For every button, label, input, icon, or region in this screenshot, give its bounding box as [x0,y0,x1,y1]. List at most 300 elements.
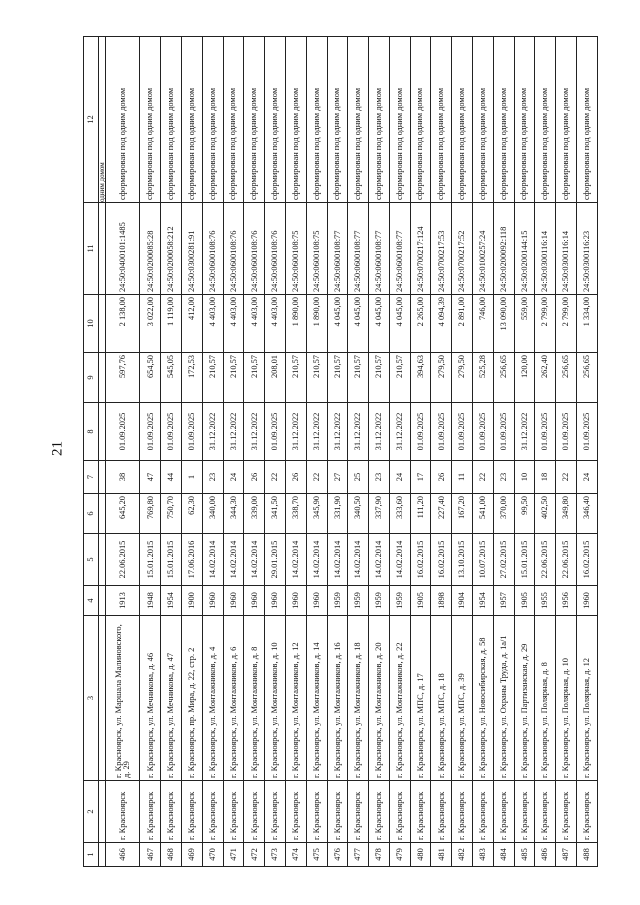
table-cell: 38 [106,461,140,494]
table-cell: сформирован под одним домом [348,37,369,203]
table-cell: г. Красноярск, ул. МПС, д. 17 [410,616,431,781]
table-cell: г. Красноярск, ул. Новосибирская, д. 58 [472,616,493,781]
column-header: 2 [84,781,99,843]
table-cell: 484 [493,843,514,867]
table-cell: 15.01.2015 [514,534,535,586]
table-cell: 402,50 [535,494,556,534]
table-cell: 1960 [202,586,223,616]
table-cell: г. Красноярск, пр. Мира, д. 22, стр. 2 [182,616,203,781]
table-row [389,37,410,867]
table-cell: сформирован под одним домом [535,37,556,203]
table-cell: 18 [535,461,556,494]
table-cell: 545,05 [161,353,182,403]
table-cell: 1 119,00 [161,295,182,353]
table-cell: 337,90 [369,494,390,534]
table-cell: 473 [265,843,286,867]
table-row [161,37,182,867]
table-cell: 1959 [389,586,410,616]
table-cell: сформирован под одним домом [223,37,244,203]
table-cell: 24:50:0600108:77 [389,203,410,295]
table-cell: 25 [348,461,369,494]
table-cell: 31.12.2022 [306,403,327,461]
table-cell: сформирован под одним домом [265,37,286,203]
table-row [535,37,556,867]
table-cell: 340,50 [348,494,369,534]
table-cell: 525,28 [472,353,493,403]
table-cell: 26 [244,461,265,494]
table-cell: 62,30 [182,494,203,534]
table-cell: 14.02.2014 [202,534,223,586]
table-cell: 645,20 [106,494,140,534]
table-cell: г. Красноярск [244,781,265,843]
table-cell: 210,57 [285,353,306,403]
table-cell: 24:50:0600108:77 [348,203,369,295]
table-cell: 339,00 [244,494,265,534]
table-cell: 1954 [161,586,182,616]
table-cell: г. Красноярск [431,781,452,843]
table-cell: 475 [306,843,327,867]
table-cell: 17.06.2016 [182,534,203,586]
table-cell: г. Красноярск, ул. Охраны Труда, д. 1а/1 [493,616,514,781]
table-cell: 14.02.2014 [348,534,369,586]
table-cell: 24:50:0300116:14 [556,203,577,295]
table-cell: г. Красноярск, ул. МПС, д. 39 [452,616,473,781]
table-cell: 15.01.2015 [161,534,182,586]
table-cell: 4 403,00 [202,295,223,353]
table-cell: 01.09.2025 [472,403,493,461]
table-cell: 16.02.2015 [431,534,452,586]
table-cell: 24 [223,461,244,494]
table-row [452,37,473,867]
table-cell: 2 799,00 [556,295,577,353]
table-cell: 1960 [244,586,265,616]
table-cell: г. Красноярск, ул. Монтажников, д. 22 [389,616,410,781]
table-cell: 341,50 [265,494,286,534]
table-cell: 111,20 [410,494,431,534]
carryover-row [99,37,106,867]
table-cell: сформирован под одним домом [576,37,597,203]
table-cell: 22 [472,461,493,494]
table-cell: 31.12.2022 [369,403,390,461]
table-cell: сформирован под одним домом [285,37,306,203]
table-cell: 2 799,00 [535,295,556,353]
table-cell: г. Красноярск [327,781,348,843]
table-cell: г. Красноярск [223,781,244,843]
table-cell: 482 [452,843,473,867]
table-row [348,37,369,867]
table-row [285,37,306,867]
table-cell: 14.02.2014 [223,534,244,586]
table-cell: 479 [389,843,410,867]
table-cell: 167,20 [452,494,473,534]
table-cell: 279,50 [452,353,473,403]
table-cell: 488 [576,843,597,867]
table-row [493,37,514,867]
table-cell: 24:50:0600108:76 [244,203,265,295]
table-cell: 14.02.2014 [369,534,390,586]
table-cell: 1960 [265,586,286,616]
table-cell: 346,40 [576,494,597,534]
table-cell: г. Красноярск, ул. Монтажников, д. 10 [265,616,286,781]
table-cell: сформирован под одним домом [493,37,514,203]
table-cell: 256,65 [576,353,597,403]
table-cell: 487 [556,843,577,867]
table-cell: 654,50 [140,353,161,403]
table-cell: 24 [389,461,410,494]
table-cell: 10.07.2015 [472,534,493,586]
table-cell: 01.09.2025 [106,403,140,461]
table-cell: 27 [327,461,348,494]
table-cell: сформирован под одним домом [202,37,223,203]
table-cell: 210,57 [348,353,369,403]
table-cell: г. Красноярск [410,781,431,843]
table-cell: г. Красноярск [140,781,161,843]
table-cell: 1905 [514,586,535,616]
table-cell: 1959 [327,586,348,616]
table-cell: 01.09.2025 [161,403,182,461]
table-cell: 14.02.2014 [306,534,327,586]
table-cell: сформирован под одним домом [410,37,431,203]
table-cell: 1 334,00 [576,295,597,353]
table-cell: 23 [369,461,390,494]
table-row [244,37,265,867]
table-cell: 29.01.2015 [265,534,286,586]
table-row [223,37,244,867]
column-number-row [84,37,99,867]
table-cell: г. Красноярск, ул. Монтажников, д. 4 [202,616,223,781]
table-cell: 394,63 [410,353,431,403]
table-cell: 31.12.2022 [285,403,306,461]
column-header: 11 [84,203,99,295]
table-cell: г. Красноярск [306,781,327,843]
table-cell: 227,40 [431,494,452,534]
table-cell: г. Красноярск, ул. Монтажников, д. 8 [244,616,265,781]
table-cell: 24:50:0700217:52 [452,203,473,295]
table-row [576,37,597,867]
table-cell: 4 045,00 [389,295,410,353]
table-cell: 1955 [535,586,556,616]
table-row [182,37,203,867]
table-cell: 210,57 [327,353,348,403]
table-cell: г. Красноярск [182,781,203,843]
column-header: 9 [84,353,99,403]
table-cell: 1948 [140,586,161,616]
table-cell: 10 [514,461,535,494]
table-cell: г. Красноярск [369,781,390,843]
table-cell: 256,65 [493,353,514,403]
table-cell: 210,57 [369,353,390,403]
column-header: 7 [84,461,99,494]
carryover-remark: одним домом [99,37,106,203]
table-cell: 44 [161,461,182,494]
table-cell: 208,01 [265,353,286,403]
table-cell: г. Красноярск [556,781,577,843]
table-cell: 24 [576,461,597,494]
table-cell: 01.09.2025 [452,403,473,461]
table-cell: 24:50:0200092:118 [493,203,514,295]
table-cell: 17 [410,461,431,494]
table-row [306,37,327,867]
table-cell: г. Красноярск [535,781,556,843]
table-cell: 1913 [106,586,140,616]
table-cell: 31.12.2022 [389,403,410,461]
table-cell: 483 [472,843,493,867]
table-row [514,37,535,867]
table-cell: 750,70 [161,494,182,534]
table-cell: 2 891,00 [452,295,473,353]
table-cell: 14.02.2014 [389,534,410,586]
table-cell: г. Красноярск, ул. Партизанская, д. 29 [514,616,535,781]
table-cell: г. Красноярск [472,781,493,843]
table-cell: г. Красноярск, ул. Мечникова, д. 46 [140,616,161,781]
table-cell: 1 890,00 [306,295,327,353]
table-cell: 541,00 [472,494,493,534]
table-cell: 466 [106,843,140,867]
table-cell: 23 [202,461,223,494]
table-cell: 1960 [223,586,244,616]
column-header: 3 [84,616,99,781]
table-cell: г. Красноярск, ул. Монтажников, д. 6 [223,616,244,781]
table-cell: г. Красноярск [493,781,514,843]
table-cell: 210,57 [202,353,223,403]
table-body [106,37,598,867]
table-cell: г. Красноярск, ул. Монтажников, д. 14 [306,616,327,781]
table-cell: 24:50:0200058:212 [161,203,182,295]
table-cell: 11 [452,461,473,494]
table-cell: 210,57 [389,353,410,403]
table-cell: 349,80 [556,494,577,534]
table-cell: 279,50 [431,353,452,403]
table-row [202,37,223,867]
table-cell: сформирован под одним домом [161,37,182,203]
table-cell: 1960 [285,586,306,616]
table-cell: г. Красноярск, ул. Монтажников, д. 18 [348,616,369,781]
table-cell: 4 045,00 [327,295,348,353]
table-cell: 14.02.2014 [327,534,348,586]
table-cell: г. Красноярск [348,781,369,843]
table-cell: 01.09.2025 [410,403,431,461]
table-cell: 27.02.2015 [493,534,514,586]
table-cell: 13 090,00 [493,295,514,353]
table-row [369,37,390,867]
table-cell: 23 [493,461,514,494]
table-cell: 26 [431,461,452,494]
table-cell: 412,00 [182,295,203,353]
table-cell: сформирован под одним домом [514,37,535,203]
table-cell: 24:50:0600108:77 [327,203,348,295]
table-cell: 486 [535,843,556,867]
table-cell: 480 [410,843,431,867]
table-cell: 22.06.2015 [106,534,140,586]
column-header: 12 [84,37,99,203]
table-cell: 769,80 [140,494,161,534]
table-cell: 24:50:0600108:76 [223,203,244,295]
column-header: 5 [84,534,99,586]
table-cell: 31.12.2022 [348,403,369,461]
table-cell: 210,57 [223,353,244,403]
table-cell: г. Красноярск [202,781,223,843]
table-row [410,37,431,867]
table-row [556,37,577,867]
table-cell: 2 138,00 [106,295,140,353]
table-cell: 469 [182,843,203,867]
table-cell: г. Красноярск, ул. Монтажников, д. 12 [285,616,306,781]
table-wrapper [83,37,598,867]
table-cell: сформирован под одним домом [182,37,203,203]
table-cell: 24:50:0100257:24 [472,203,493,295]
table-cell: сформирован под одним домом [244,37,265,203]
table-cell: сформирован под одним домом [140,37,161,203]
table-cell: 24:50:0600108:76 [202,203,223,295]
table-cell: г. Красноярск [576,781,597,843]
column-header: 8 [84,403,99,461]
table-cell: 344,30 [223,494,244,534]
table-cell: 14.02.2014 [244,534,265,586]
table-cell: 01.09.2025 [265,403,286,461]
table-cell: 13.10.2015 [452,534,473,586]
table-cell: 120,00 [514,353,535,403]
table-cell: 24:50:0400101:1485 [106,203,140,295]
table-cell: г. Красноярск, ул. Полярная, д. 10 [556,616,577,781]
table-cell: 1954 [472,586,493,616]
housing-registry-table [83,36,598,867]
table-cell: 31.12.2022 [223,403,244,461]
table-cell: 478 [369,843,390,867]
table-cell: 01.09.2025 [182,403,203,461]
table-cell: 474 [285,843,306,867]
table-cell: 256,65 [556,353,577,403]
table-cell: 01.09.2025 [431,403,452,461]
page-number: 21 [49,441,66,456]
table-cell: 471 [223,843,244,867]
table-cell: г. Красноярск [285,781,306,843]
table-cell: сформирован под одним домом [472,37,493,203]
table-cell: 26 [285,461,306,494]
table-cell: сформирован под одним домом [389,37,410,203]
table-cell: 1900 [182,586,203,616]
table-cell: 477 [348,843,369,867]
table-cell: 01.09.2025 [535,403,556,461]
table-cell: 24:50:0300116:23 [576,203,597,295]
table-cell: 22 [306,461,327,494]
table-cell: 24:50:0600108:77 [369,203,390,295]
table-cell: 470 [202,843,223,867]
table-cell: г. Красноярск, ул. Монтажников, д. 20 [369,616,390,781]
table-cell: 01.09.2025 [576,403,597,461]
table-cell: сформирован под одним домом [106,37,140,203]
table-cell: 4 403,00 [265,295,286,353]
table-cell: 24:50:0700217:124 [410,203,431,295]
table-row [265,37,286,867]
table-cell: 24:50:0600108:76 [265,203,286,295]
table-cell: 99,50 [514,494,535,534]
table-cell: г. Красноярск [161,781,182,843]
table-cell: 476 [327,843,348,867]
column-header: 6 [84,494,99,534]
table-cell: г. Красноярск, ул. Маршала Малиновского, д. 29 [106,616,140,781]
table-cell: 24:50:0700217:53 [431,203,452,295]
table-cell: 338,70 [285,494,306,534]
table-cell: 01.09.2025 [493,403,514,461]
table-cell: 345,90 [306,494,327,534]
table-cell: 472 [244,843,265,867]
table-cell: 24:50:0600108:75 [306,203,327,295]
table-cell: 1960 [576,586,597,616]
table-cell: 1957 [493,586,514,616]
column-header: 1 [84,843,99,867]
table-cell: 4 403,00 [244,295,265,353]
table-cell: 24:50:0200144:15 [514,203,535,295]
table-row [106,37,140,867]
table-cell: 2 265,00 [410,295,431,353]
rotated-table-area [83,37,598,867]
table-row [431,37,452,867]
table-cell: 262,40 [535,353,556,403]
table-cell: 31.12.2022 [514,403,535,461]
table-cell: 31.12.2022 [202,403,223,461]
table-cell: сформирован под одним домом [431,37,452,203]
table-cell: 1905 [410,586,431,616]
table-cell: 4 094,39 [431,295,452,353]
table-row [472,37,493,867]
table-cell: г. Красноярск [514,781,535,843]
table-cell: 1956 [556,586,577,616]
table-cell: 01.09.2025 [556,403,577,461]
table-cell: г. Красноярск [106,781,140,843]
table-cell: 24:50:0300281:91 [182,203,203,295]
table-cell: 1 890,00 [285,295,306,353]
table-cell: 15.01.2015 [140,534,161,586]
table-cell: 481 [431,843,452,867]
table-cell: 24:50:0300116:14 [535,203,556,295]
table-cell: 4 403,00 [223,295,244,353]
table-row [140,37,161,867]
table-cell: 172,53 [182,353,203,403]
table-cell: 467 [140,843,161,867]
table-cell: г. Красноярск [265,781,286,843]
table-cell: 370,00 [493,494,514,534]
table-cell: 31.12.2022 [244,403,265,461]
table-cell: 24:50:0600108:75 [285,203,306,295]
table-cell: сформирован под одним домом [556,37,577,203]
table-cell: 4 045,00 [369,295,390,353]
table-cell: 31.12.2022 [327,403,348,461]
table-cell: сформирован под одним домом [452,37,473,203]
table-cell: 331,90 [327,494,348,534]
table-cell: 4 045,00 [348,295,369,353]
table-cell: г. Красноярск [389,781,410,843]
table-cell: 1898 [431,586,452,616]
table-cell: 24:50:0200085:28 [140,203,161,295]
table-cell: 16.02.2015 [576,534,597,586]
column-header: 10 [84,295,99,353]
table-cell: 559,00 [514,295,535,353]
table-cell: г. Красноярск [452,781,473,843]
table-cell: 333,60 [389,494,410,534]
table-cell: 22.06.2015 [556,534,577,586]
table-cell: сформирован под одним домом [327,37,348,203]
table-cell: 14.02.2014 [285,534,306,586]
table-cell: г. Красноярск, ул. Мечникова, д. 47 [161,616,182,781]
table-cell: 210,57 [306,353,327,403]
table-cell: 01.09.2025 [140,403,161,461]
table-cell: 22.06.2015 [535,534,556,586]
table-cell: 1 [182,461,203,494]
column-header: 4 [84,586,99,616]
table-cell: 3 022,00 [140,295,161,353]
table-cell: 47 [140,461,161,494]
table-cell: г. Красноярск, ул. Монтажников, д. 16 [327,616,348,781]
